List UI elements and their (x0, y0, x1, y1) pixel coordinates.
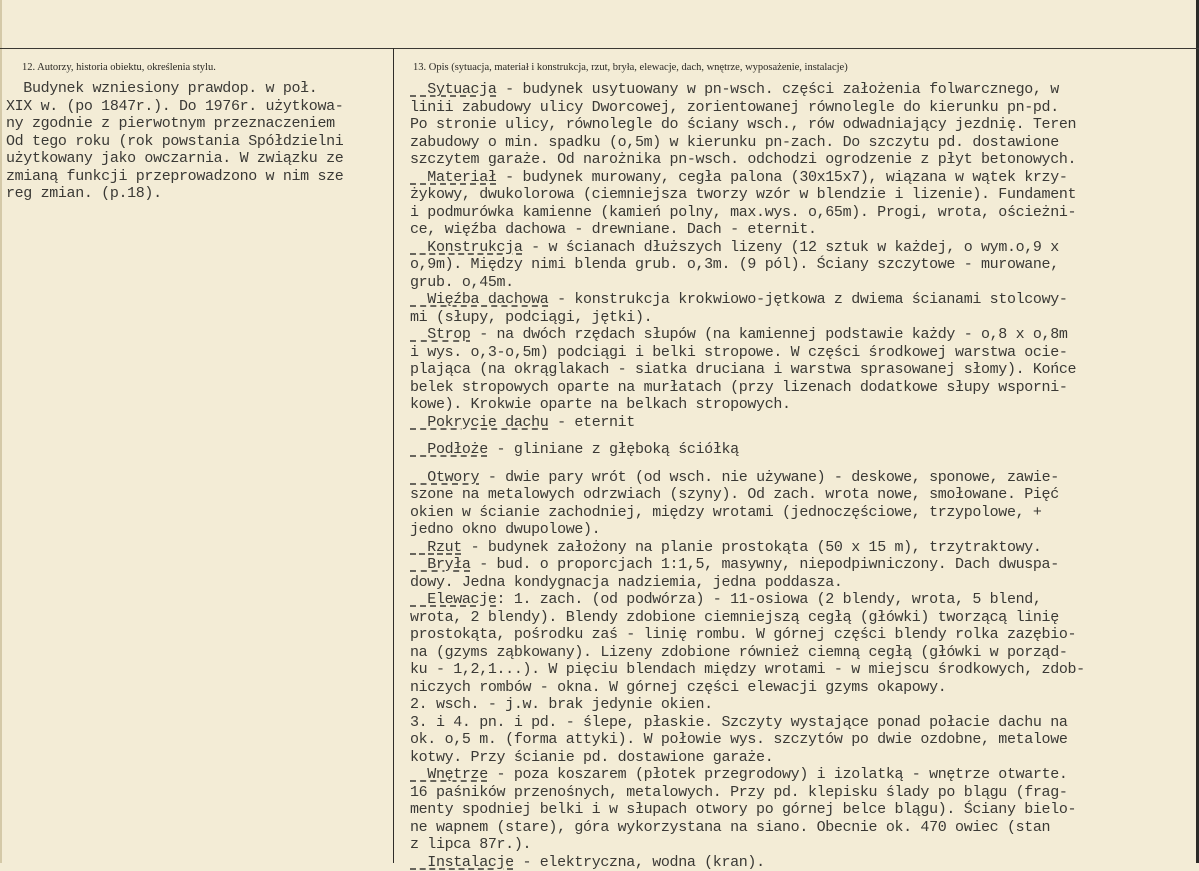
line-text: z lipca 87r.). (410, 836, 531, 853)
section-keyword: Bryła (410, 556, 471, 573)
description-line (410, 836, 1085, 854)
description-line (410, 414, 1085, 432)
line-text: na (gzyms ząbkowany). Lizeny zdobione również ciemną cegłą (główki w porząd- (410, 644, 1068, 661)
description-line (410, 221, 1085, 239)
description-line (410, 626, 1085, 644)
line-text: szone na metalowych odrzwiach (szyny). Od zach. wrota nowe, smołowane. Pięć (410, 486, 1059, 503)
description-line (410, 486, 1085, 504)
description-line (410, 274, 1085, 292)
description-line (410, 116, 1085, 134)
description-line (410, 644, 1085, 662)
history-line: Budynek wzniesiony prawdop. w poł. (6, 80, 343, 98)
section-12-heading: 12. Autorzy, historia obiektu, określenia stylu. (22, 62, 216, 73)
description-line (410, 801, 1085, 819)
description-line (410, 661, 1085, 679)
description-line (410, 696, 1085, 714)
line-text: wrota, 2 blendy). Blendy zdobione ciemniejszą cegłą (główki) tworzącą linię (410, 609, 1059, 626)
line-text: ok. o,5 m. (forma attyki). W połowie wys. szczytów po dwie ozdobne, metalowe (410, 731, 1068, 748)
description-line (410, 441, 1085, 459)
description-line (410, 539, 1085, 557)
history-line: ny zgodnie z pierwotnym przeznaczeniem (6, 115, 343, 133)
line-text: 3. i 4. pn. i pd. - ślepe, płaskie. Szczyty wystające ponad połacie dachu na (410, 714, 1068, 731)
description-line (410, 556, 1085, 574)
line-text: - gliniane z głęboką ściółką (488, 441, 739, 458)
line-text: grub. o,45m. (410, 274, 514, 291)
description-line (410, 609, 1085, 627)
description-line (410, 291, 1085, 309)
line-text: kowe). Krokwie oparte na belkach stropowych. (410, 396, 791, 413)
line-text: zabudowy o min. spadku (o,5m) w kierunku pn-zach. Do szczytu pd. dostawione (410, 134, 1059, 151)
line-text: - konstrukcja krokwiowo-jętkowa z dwiema ścianami stolcowy- (548, 291, 1067, 308)
description-line (410, 256, 1085, 274)
line-text: okien w ścianie zachodniej, między wrotami (jednoczęściowe, trzypolowe, + (410, 504, 1042, 521)
line-text: belek stropowych oparte na murłatach (przy lizenach dodatkowe słupy wsporni- (410, 379, 1068, 396)
line-text: i podmurówka kamienne (kamień polny, max.wys. o,65m). Progi, wrota, ościeżni- (410, 204, 1076, 221)
description-line (410, 204, 1085, 222)
line-text: ce, więźba dachowa - drewniane. Dach - eternit. (410, 221, 817, 238)
line-text: żykowy, dwukolorowa (ciemniejsza tworzy wzór w blendzie i lizenie). Fundament (410, 186, 1076, 203)
line-text: dowy. Jedna kondygnacja nadziemia, jedna poddasza. (410, 574, 843, 591)
section-keyword: Materiał (410, 169, 497, 186)
description-line (410, 239, 1085, 257)
history-line: użytkowany jako owczarnia. W związku ze (6, 150, 343, 168)
line-text: prostokąta, pośrodku zaś - linię rombu. W górnej części blendy rolka zazębio- (410, 626, 1076, 643)
line-text: ku - 1,2,1...). W pięciu blendach między wrotami - w miejscu środkowych, zdob- (410, 661, 1085, 678)
description-line (410, 749, 1085, 767)
line-text: i wys. o,3-o,5m) podciągi i belki stropowe. W części środkowej warstwa ocie- (410, 344, 1068, 361)
line-text: - budynek usytuowany w pn-wsch. części założenia folwarcznego, w (497, 81, 1059, 98)
description-line (410, 504, 1085, 522)
section-keyword: Więźba dachowa (410, 291, 548, 308)
description-line (410, 714, 1085, 732)
line-text: - bud. o proporcjach 1:1,5, masywny, niepodpiwniczony. Dach dwuspa- (471, 556, 1059, 573)
line-text: menty spodniej belki i w słupach otwory po górnej belce blągu). Ściany bielo- (410, 801, 1076, 818)
line-text: mi (słupy, podciągi, jętki). (410, 309, 652, 326)
header-rule (0, 48, 1199, 49)
line-text: niczych rombów - okna. W górnej części elewacji gzyms okapowy. (410, 679, 946, 696)
line-text: - na dwóch rzędach słupów (na kamiennej podstawie każdy - o,8 x o,8m (471, 326, 1068, 343)
line-text: - dwie pary wrót (od wsch. nie używane) - deskowe, sponowe, zawie- (479, 469, 1059, 486)
history-typed-text (6, 80, 343, 203)
description-line (410, 344, 1085, 362)
history-line: reg zmian. (p.18). (6, 185, 343, 203)
line-text: Po stronie ulicy, równolegle do ściany wsch., rów odwadniający jezdnię. Teren (410, 116, 1076, 133)
line-text: : 1. zach. (od podwórza) - 11-osiowa (2 blendy, wrota, 5 blend, (497, 591, 1042, 608)
line-text: o,9m). Między nimi blenda grub. o,3m. (9 pól). Ściany szczytowe - murowane, (410, 256, 1059, 273)
description-line (410, 151, 1085, 169)
description-line (410, 81, 1085, 99)
description-line (410, 134, 1085, 152)
line-text: 2. wsch. - j.w. brak jedynie okien. (410, 696, 713, 713)
line-text: - w ścianach dłuższych lizeny (12 sztuk w każdej, o wym.o,9 x (522, 239, 1058, 256)
description-line (410, 396, 1085, 414)
section-keyword: Elewacje (410, 591, 497, 608)
description-line (410, 361, 1085, 379)
line-gap (410, 431, 1085, 441)
description-line (410, 169, 1085, 187)
description-line (410, 574, 1085, 592)
section-keyword: Sytuacja (410, 81, 497, 98)
line-text: szczytem garaże. Od narożnika pn-wsch. odchodzi ogrodzenie z płyt betonowych. (410, 151, 1076, 168)
description-line (410, 854, 1085, 871)
history-line: zmianą funkcji przeprowadzono w nim sze (6, 168, 343, 186)
line-text: ne wapnem (stare), góra wykorzystana na siano. Obecnie ok. 470 owiec (stan (410, 819, 1050, 836)
description-line (410, 326, 1085, 344)
line-text: plająca (na okrąglakach - siatka druciana i warstwa sprasowanej słomy). Końce (410, 361, 1076, 378)
description-line (410, 784, 1085, 802)
line-text: 16 paśników przenośnych, metalowych. Przy pd. klepisku ślady po blągu (frag- (410, 784, 1068, 801)
description-line (410, 99, 1085, 117)
line-text: linii zabudowy ulicy Dworcowej, zorientowanej równolegle do kierunku pn-pd. (410, 99, 1059, 116)
description-line (410, 591, 1085, 609)
section-keyword: Instalacje (410, 854, 514, 871)
section-keyword: Strop (410, 326, 471, 343)
description-line (410, 731, 1085, 749)
line-text: - elektryczna, wodna (kran). (514, 854, 765, 871)
description-line (410, 309, 1085, 327)
description-line (410, 379, 1085, 397)
history-line: Od tego roku (rok powstania Spółdzielni (6, 133, 343, 151)
line-gap (410, 459, 1085, 469)
section-keyword: Konstrukcja (410, 239, 522, 256)
description-line (410, 521, 1085, 539)
history-line: XIX w. (po 1847r.). Do 1976r. użytkowa- (6, 98, 343, 116)
line-text: - eternit (548, 414, 635, 431)
section-keyword: Rzut (410, 539, 462, 556)
description-line (410, 766, 1085, 784)
description-line (410, 679, 1085, 697)
description-typed-text (410, 81, 1085, 871)
description-line (410, 186, 1085, 204)
column-divider (393, 48, 394, 863)
line-text: - budynek murowany, cegła palona (30x15x7), wiązana w wątek krzy- (497, 169, 1068, 186)
section-keyword: Wnętrze (410, 766, 488, 783)
line-text: kotwy. Przy ścianie pd. dostawione garaże. (410, 749, 773, 766)
description-line (410, 469, 1085, 487)
description-line (410, 819, 1085, 837)
section-keyword: Pokrycie dachu (410, 414, 548, 431)
line-text: - budynek założony na planie prostokąta (50 x 15 m), trzytraktowy. (462, 539, 1042, 556)
line-text: jedno okno dwupolowe). (410, 521, 600, 538)
section-keyword: Podłoże (410, 441, 488, 458)
section-keyword: Otwory (410, 469, 479, 486)
section-13-heading: 13. Opis (sytuacja, materiał i konstrukcja, rzut, bryła, elewacje, dach, wnętrze, wyposażenie, instalacje) (413, 62, 848, 73)
line-text: - poza koszarem (płotek przegrodowy) i izolatką - wnętrze otwarte. (488, 766, 1068, 783)
